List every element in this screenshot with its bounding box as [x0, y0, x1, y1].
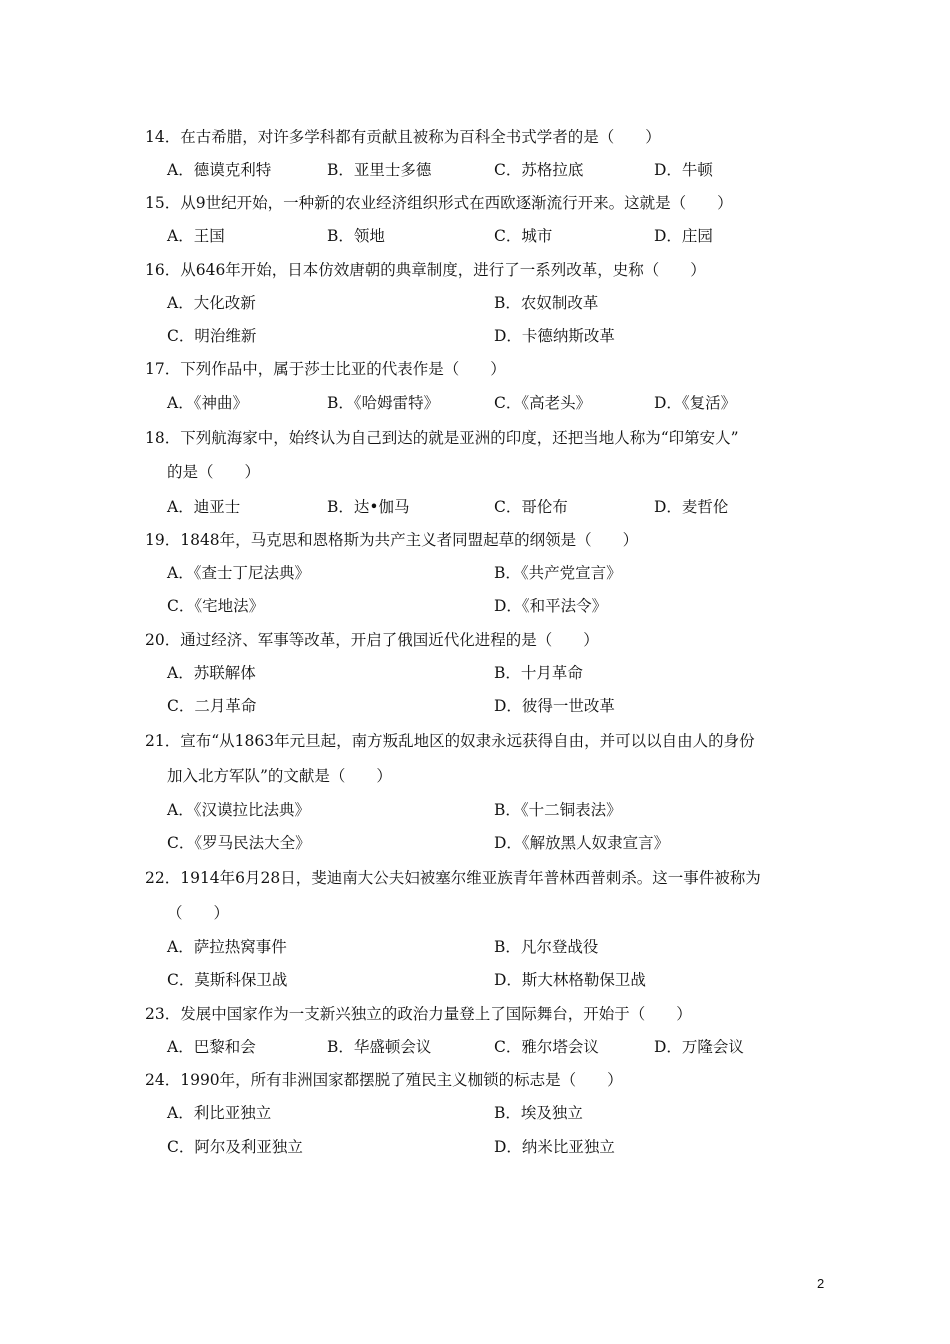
question-22-option-c: C．莫斯科保卫战: [167, 971, 288, 989]
question-22-stem-continued: （ ）: [167, 904, 230, 922]
question-20-option-d: D．彼得一世改革: [494, 697, 615, 715]
question-19-stem: 19．1848年，马克思和恩格斯为共产主义者同盟起草的纲领是（ ）: [145, 531, 639, 549]
question-16-option-a: A．大化改新: [167, 294, 256, 312]
question-20-option-b: B．十月革命: [494, 664, 583, 682]
question-20-option-c: C．二月革命: [167, 697, 257, 715]
question-18-stem-continued: 的是（ ）: [167, 463, 261, 481]
question-15-option-c: C．城市: [494, 227, 553, 245]
question-17-option-b: B．《哈姆雷特》: [327, 394, 440, 412]
question-14-stem: 14．在古希腊，对许多学科都有贡献且被称为百科全书式学者的是（ ）: [145, 128, 661, 146]
question-14-option-c: C．苏格拉底: [494, 161, 584, 179]
question-23-option-b: B．华盛顿会议: [327, 1038, 432, 1056]
question-22-stem: 22．1914年6月28日，斐迪南大公夫妇被塞尔维亚族青年普林西普刺杀。这一事件被称为: [145, 869, 761, 887]
question-18-option-a: A．迪亚士: [167, 498, 241, 516]
question-23-option-c: C．雅尔塔会议: [494, 1038, 599, 1056]
question-19-option-a: A．《查士丁尼法典》: [167, 564, 310, 582]
question-22-option-b: B．凡尔登战役: [494, 938, 599, 956]
question-19-option-d: D．《和平法令》: [494, 597, 608, 615]
question-17-stem: 17．下列作品中，属于莎士比亚的代表作是（ ）: [145, 360, 506, 378]
question-14-option-b: B．亚里士多德: [327, 161, 432, 179]
question-19-option-c: C．《宅地法》: [167, 597, 265, 615]
question-24-option-b: B．埃及独立: [494, 1104, 583, 1122]
question-18-option-c: C．哥伦布: [494, 498, 568, 516]
question-24-stem: 24．1990年，所有非洲国家都摆脱了殖民主义枷锁的标志是（ ）: [145, 1071, 623, 1089]
question-21-option-b: B．《十二铜表法》: [494, 801, 622, 819]
question-18-option-d: D．麦哲伦: [654, 498, 729, 516]
question-22-option-a: A．萨拉热窝事件: [167, 938, 287, 956]
question-18-option-b: B．达•伽马: [327, 498, 410, 516]
question-22-option-d: D．斯大林格勒保卫战: [494, 971, 646, 989]
question-16-stem: 16．从646年开始，日本仿效唐朝的典章制度，进行了一系列改革，史称（ ）: [145, 261, 706, 279]
question-18-stem: 18．下列航海家中，始终认为自己到达的就是亚洲的印度，还把当地人称为“印第安人”: [145, 429, 739, 447]
question-23-stem: 23．发展中国家作为一支新兴独立的政治力量登上了国际舞台，开始于（ ）: [145, 1005, 692, 1023]
question-23-option-d: D．万隆会议: [654, 1038, 744, 1056]
question-21-stem-continued: 加入北方军队”的文献是（ ）: [167, 767, 392, 785]
question-14-option-a: A．德谟克利特: [167, 161, 272, 179]
question-20-option-a: A．苏联解体: [167, 664, 256, 682]
question-16-option-c: C．明治维新: [167, 327, 257, 345]
question-15-stem: 15．从9世纪开始，一种新的农业经济组织形式在西欧逐渐流行开来。这就是（ ）: [145, 194, 733, 212]
question-17-option-d: D．《复活》: [654, 394, 737, 412]
question-24-option-c: C．阿尔及利亚独立: [167, 1138, 303, 1156]
question-24-option-d: D．纳米比亚独立: [494, 1138, 615, 1156]
question-14-option-d: D．牛顿: [654, 161, 713, 179]
question-15-option-b: B．领地: [327, 227, 385, 245]
question-16-option-b: B．农奴制改革: [494, 294, 599, 312]
question-17-option-a: A．《神曲》: [167, 394, 248, 412]
question-21-option-a: A．《汉谟拉比法典》: [167, 801, 310, 819]
question-21-option-d: D．《解放黑人奴隶宣言》: [494, 834, 670, 852]
question-16-option-d: D．卡德纳斯改革: [494, 327, 615, 345]
question-21-option-c: C．《罗马民法大全》: [167, 834, 311, 852]
question-24-option-a: A．利比亚独立: [167, 1104, 272, 1122]
question-20-stem: 20．通过经济、军事等改革，开启了俄国近代化进程的是（ ）: [145, 631, 599, 649]
question-19-option-b: B．《共产党宣言》: [494, 564, 622, 582]
question-15-option-d: D．庄园: [654, 227, 713, 245]
question-17-option-c: C．《高老头》: [494, 394, 592, 412]
page-number: 2: [817, 1276, 825, 1291]
question-21-stem: 21．宣布“从1863年元旦起，南方叛乱地区的奴隶永远获得自由，并可以以自由人的身份: [145, 732, 755, 750]
question-23-option-a: A．巴黎和会: [167, 1038, 256, 1056]
question-15-option-a: A．王国: [167, 227, 225, 245]
